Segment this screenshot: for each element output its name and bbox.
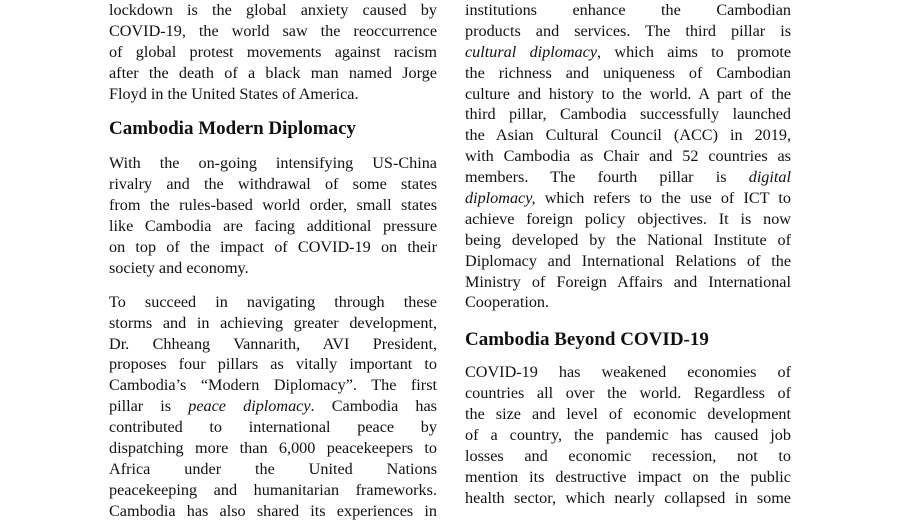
text-line: storms and in achieving greater development, [109,313,437,332]
text-line: peacekeeping and humanitarian frameworks. [109,480,437,499]
text-line: To succeed in navigating through these [109,292,437,311]
text-line: Cooperation. [465,293,550,312]
text-run: . Cambodia has [310,397,437,416]
section-heading-beyond-covid: Cambodia Beyond COVID-19 [465,329,709,351]
text-line: the size and level of economic development [465,405,791,424]
text-run: , which aims to promote [597,42,792,61]
text-line [465,167,791,188]
text-line: like Cambodia are facing additional pressure [109,217,437,236]
emphasis-diplomacy: diplomacy, [465,189,536,208]
text-run: members. The fourth pillar is [465,168,749,187]
text-line: of a country, the pandemic has caused job [465,426,791,445]
text-line: Dr. Chheang Vannarith, AVI President, [109,334,437,353]
paragraph-four-pillars [109,292,437,522]
text-line: institutions enhance the Cambodian [465,1,791,19]
paragraph-rivalry [109,153,437,278]
left-column [109,0,437,522]
text-line: Cambodia has also shared its experiences in [109,501,437,520]
text-line [109,396,437,417]
right-column [465,0,791,509]
text-line: contributed to international peace by [109,418,437,437]
text-line: health sector, which nearly collapsed in some [465,488,791,507]
text-line: culture and history to the world. A part of the [465,84,791,103]
text-line: COVID-19 has weakened economies of [465,363,791,382]
text-line: third pillar, Cambodia successfully launched [465,105,791,124]
text-line: Floyd in the United States of America. [109,84,359,103]
paragraph-pillars-continued [465,0,791,313]
text-line: lockdown is the global anxiety caused by [109,1,437,19]
text-line: on top of the impact of COVID-19 on their [109,238,437,257]
text-line: being developed by the National Institute of [465,230,791,249]
text-line: rivalry and the withdrawal of some states [109,175,437,194]
text-line: dispatching more than 6,000 peacekeepers to [109,439,437,458]
section-heading-modern-diplomacy: Cambodia Modern Diplomacy [109,118,356,140]
emphasis-peace-diplomacy: peace diplomacy [188,397,311,416]
text-line: after the death of a black man named Jorge [109,63,437,82]
text-run: pillar is [109,397,189,416]
intro-paragraph [109,0,437,104]
text-line: from the rules-based world order, small states [109,196,437,215]
paragraph-beyond-covid [465,362,791,508]
text-line: mention its destructive impact on the public [465,467,791,486]
text-line: achieve foreign policy objectives. It is now [465,209,791,228]
text-run: which refers to the use of ICT to [535,189,791,208]
text-line: of global protest movements against racism [109,42,437,61]
text-line: COVID-19, the world saw the reoccurrence [109,21,437,40]
text-line: the Asian Cultural Council (ACC) in 2019, [465,126,791,145]
text-line: losses and economic recession, not to [465,446,791,465]
text-line: Cambodia’s “Modern Diplomacy”. The first [109,376,437,395]
text-line: society and economy. [109,258,249,277]
text-line: Africa under the United Nations [109,459,437,478]
emphasis-digital: digital [748,168,791,187]
text-line [465,42,791,63]
text-line: proposes four pillars as vitally important to [109,355,437,374]
emphasis-cultural-diplomacy: cultural diplomacy [465,42,598,61]
text-line: Ministry of Foreign Affairs and International [465,272,791,291]
text-line: the richness and uniqueness of Cambodian [465,63,791,82]
text-line: countries all over the world. Regardless of [465,384,791,403]
text-line: with Cambodia as Chair and 52 countries as [465,147,791,166]
text-line [465,188,791,209]
text-line: With the on-going intensifying US-China [109,154,437,173]
text-line: products and services. The third pillar is [465,21,791,40]
text-line: Diplomacy and International Relations of the [465,251,791,270]
